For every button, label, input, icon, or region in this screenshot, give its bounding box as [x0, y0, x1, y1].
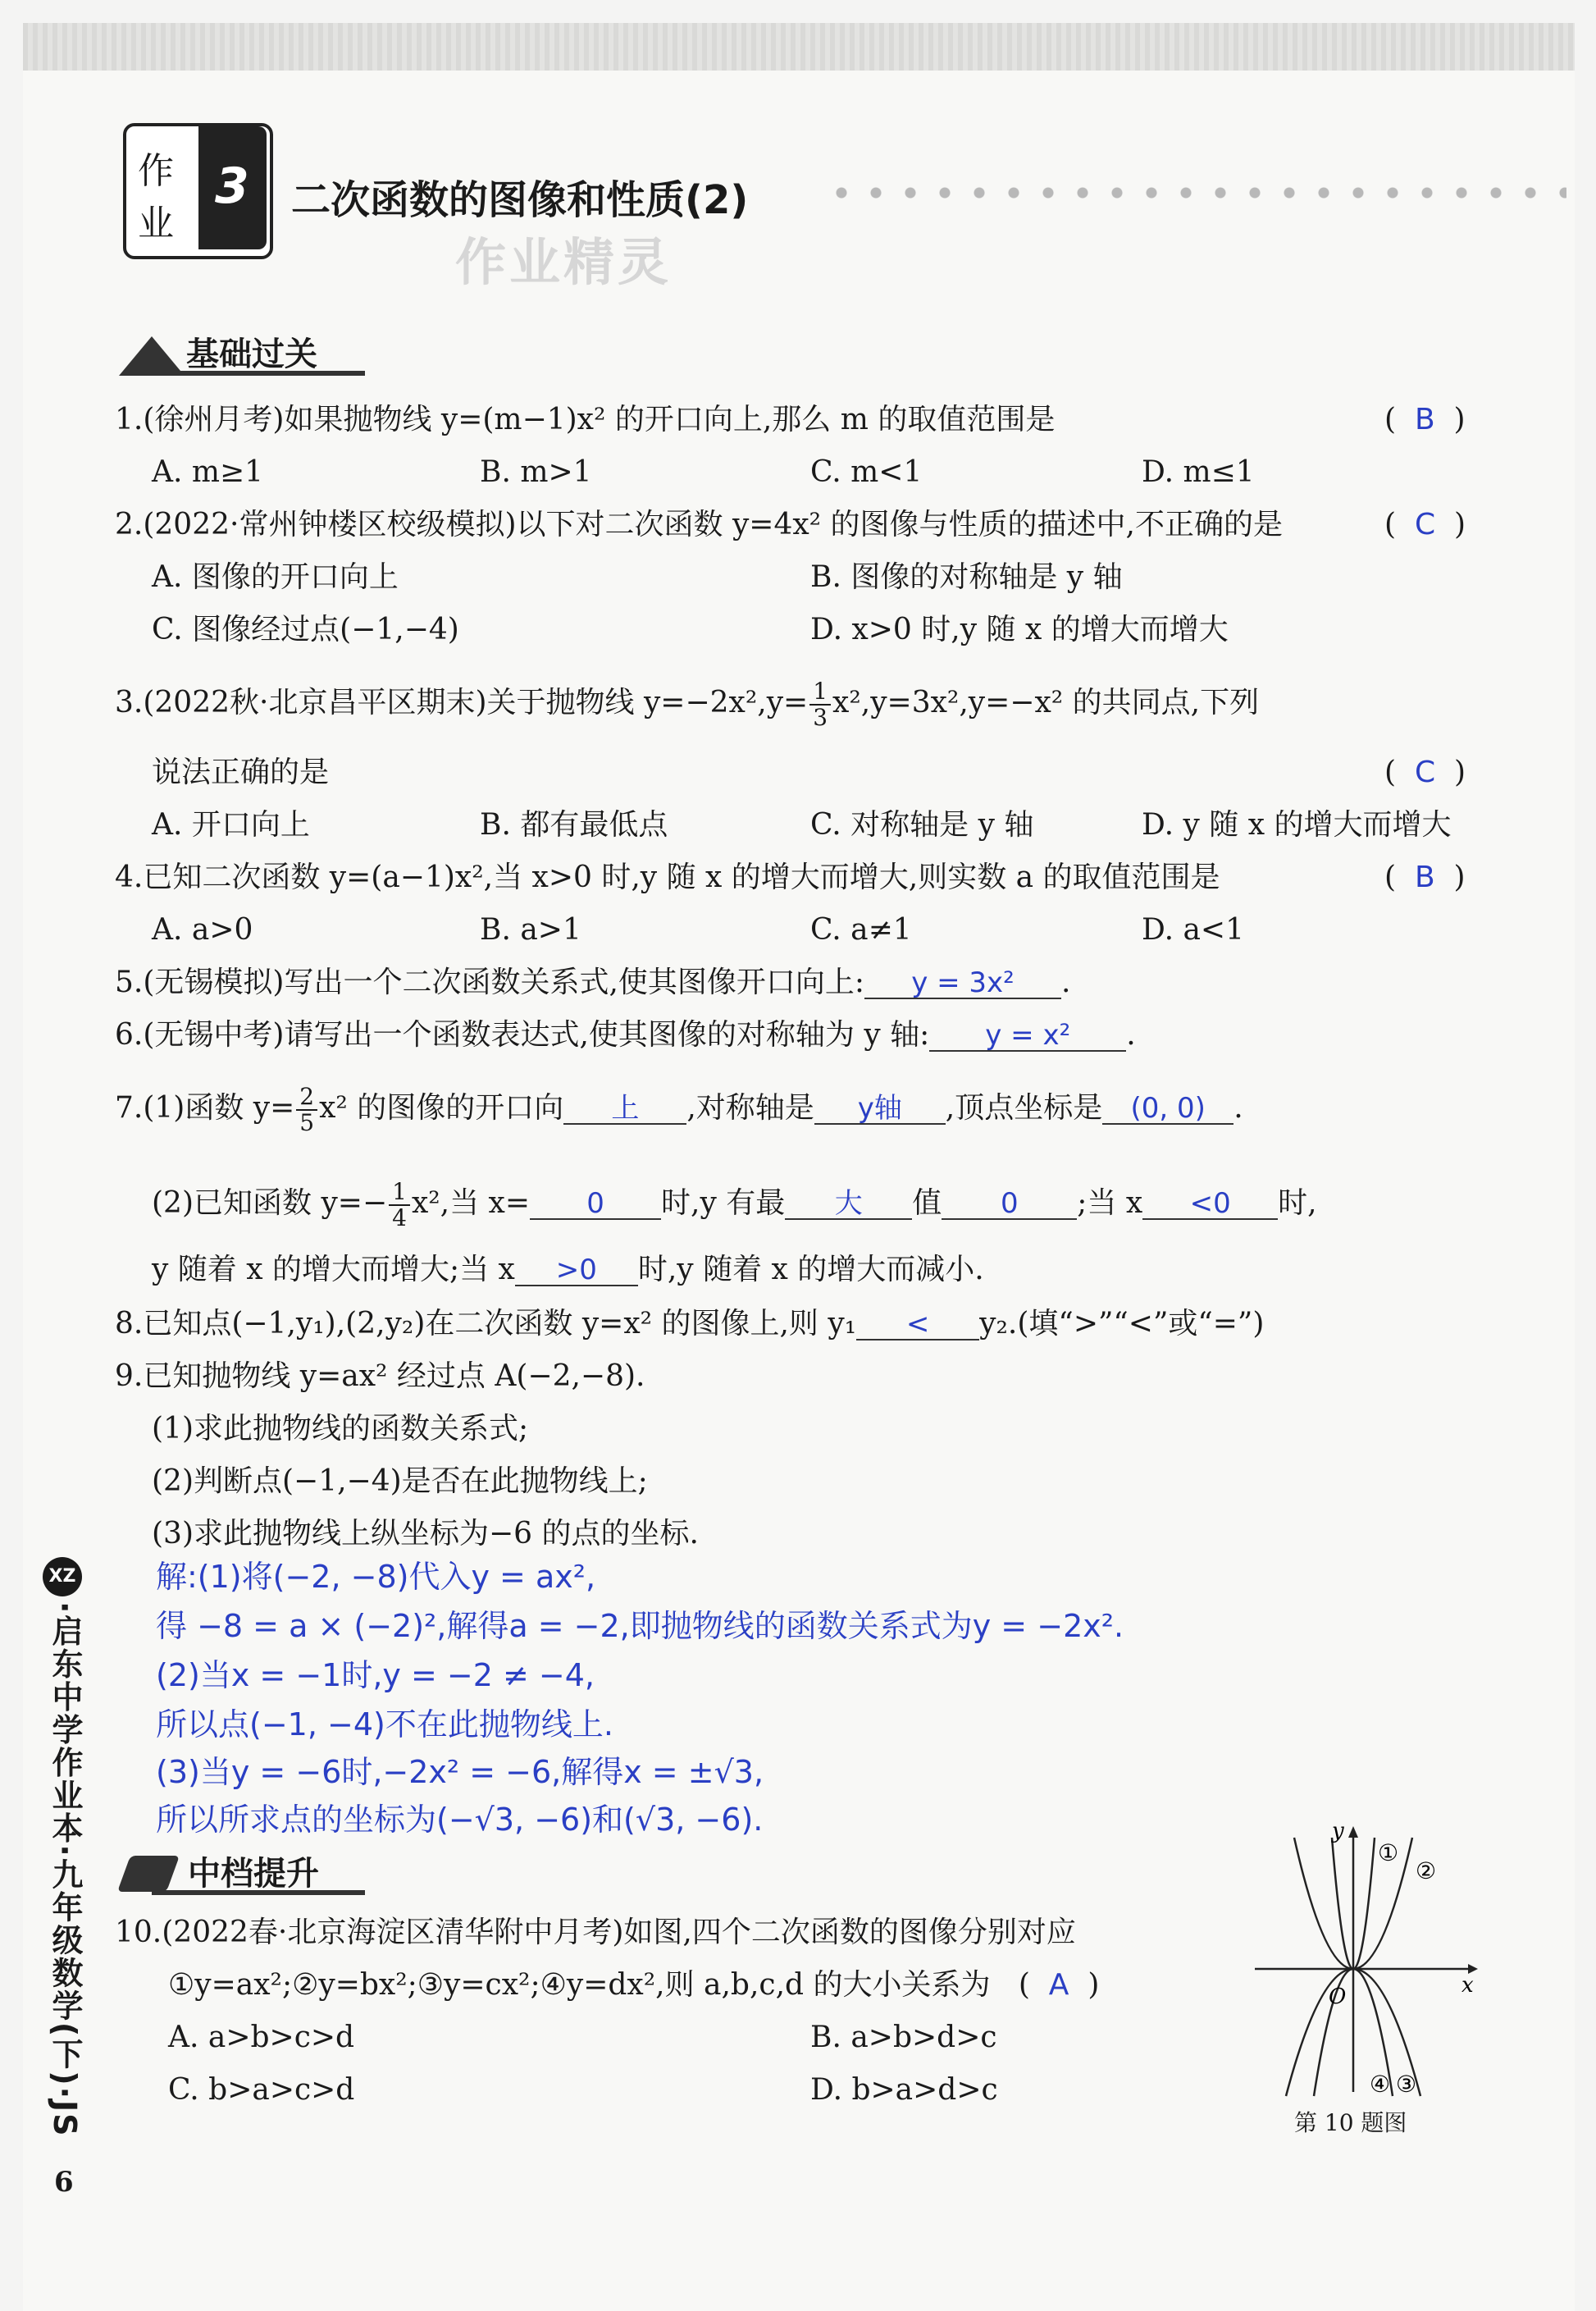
q7-p2-blank2: 大	[785, 1189, 912, 1220]
fig-y-arrow	[1348, 1826, 1358, 1838]
section-title-basic: 基础过关	[186, 336, 317, 373]
q7-p1-b: x² 的图像的开口向	[319, 1091, 564, 1125]
q3-answer: C	[1414, 756, 1436, 789]
q10-stem-line2: ①y=ax²;②y=bx²;③y=cx²;④y=dx²,则 a,b,c,d 的大小关系为 ( A )	[168, 1968, 1100, 2002]
watermark: 作业精灵	[455, 232, 673, 292]
q8-stem: 8.已知点(−1,y₁),(2,y₂)在二次函数 y=x² 的图像上,则 y₁	[115, 1307, 857, 1340]
q7-p2-blank3: 0	[942, 1189, 1077, 1220]
q7-p3-a: y 随着 x 的增大而增大;当 x	[152, 1253, 515, 1286]
q7-p1-d: ,顶点坐标是	[945, 1091, 1103, 1125]
q7-p3-blank: >0	[515, 1255, 638, 1286]
q7-p2-c: 时,y 有最	[661, 1186, 786, 1220]
q7-part3	[152, 1252, 984, 1288]
q8-blank: <	[856, 1309, 979, 1340]
q7-p2-blank1: 0	[530, 1189, 661, 1220]
q2-answer: C	[1414, 508, 1436, 541]
q4-option-a: A. a>0	[152, 913, 253, 947]
q3-option-d: D. y 随 x 的增大而增大	[1142, 808, 1452, 842]
title-dot-line	[824, 187, 1566, 199]
q2-option-c: C. 图像经过点(−1,−4)	[152, 613, 459, 646]
q7-p2-b: x²,当 x=	[411, 1186, 531, 1220]
q3-frac-num: 1	[809, 679, 831, 706]
q3-stem-b: x²,y=3x²,y=−x² 的共同点,下列	[832, 686, 1260, 719]
q2-answer-bracket: ( C )	[1384, 508, 1466, 541]
q7-p1-c: ,对称轴是	[686, 1091, 814, 1125]
q2-option-d: D. x>0 时,y 随 x 的增大而增大	[810, 613, 1229, 646]
q10-answer: A	[1048, 1968, 1069, 2002]
q2-option-b: B. 图像的对称轴是 y 轴	[810, 560, 1123, 594]
q10-figure	[1247, 1813, 1484, 2108]
q1-answer: B	[1414, 403, 1435, 436]
q4-option-b: B. a>1	[480, 913, 581, 947]
q1-answer-bracket: ( B )	[1384, 403, 1466, 436]
q7-p2-f: 时,	[1278, 1186, 1317, 1220]
q8-line	[115, 1306, 1264, 1342]
fig-label-c1: ①	[1378, 1839, 1399, 1866]
q5-end: .	[1061, 966, 1071, 999]
q7-p1-e: .	[1233, 1091, 1243, 1125]
sidebar-badge: XZ	[43, 1557, 82, 1596]
q3-answer-bracket: ( C )	[1384, 756, 1466, 789]
q10-stem-b: ①y=ax²;②y=bx²;③y=cx²;④y=dx²,则 a,b,c,d 的大小关系为	[168, 1968, 991, 2002]
q10-option-c: C. b>a>c>d	[168, 2073, 355, 2107]
q7-p2-e: ;当 x	[1077, 1186, 1143, 1220]
badge-char-top: 作	[138, 150, 174, 192]
badge-char-bottom: 业	[138, 203, 174, 244]
q6-blank: y = x²	[929, 1021, 1126, 1052]
q7-p1-blank1: 上	[563, 1094, 686, 1125]
q7-p2-fraction	[389, 1180, 410, 1231]
q9-solution-4: 所以点(−1, −4)不在此抛物线上.	[156, 1706, 613, 1742]
q7-p3-b: 时,y 随着 x 的增大而减小.	[637, 1253, 984, 1286]
fig-label-c3: ③	[1396, 2071, 1417, 2098]
q7-p1-frac-num: 2	[296, 1085, 317, 1111]
q6-end: .	[1126, 1018, 1136, 1052]
q1-option-b: B. m>1	[480, 455, 592, 489]
q7-p2-frac-den: 4	[392, 1204, 407, 1231]
fig-label-c2: ②	[1416, 1857, 1437, 1884]
section-header-basic	[119, 328, 365, 377]
q9-solution-3: (2)当x = −1时,y = −2 ≠ −4,	[156, 1657, 595, 1693]
q10-option-b: B. a>b>d>c	[810, 2021, 997, 2054]
q7-p2-blank4: <0	[1142, 1189, 1278, 1220]
q9-sub2: (2)判断点(−1,−4)是否在此抛物线上;	[152, 1464, 648, 1498]
q3-stem-c: 说法正确的是	[152, 756, 330, 789]
badge-number: 3	[215, 158, 249, 215]
q7-p1-blank2: y轴	[814, 1094, 946, 1125]
sidebar-book-title: ·启东中学作业本·九年级数学(下)·JS	[47, 1601, 83, 2138]
q9-solution-2: 得 −8 = a × (−2)²,解得a = −2,即抛物线的函数关系式为y = −2x².	[156, 1608, 1124, 1644]
q7-p1-blank3: (0, 0)	[1102, 1094, 1233, 1125]
q3-stem-line1	[115, 679, 1259, 730]
q9-solution-6: 所以所求点的坐标为(−√3, −6)和(√3, −6).	[156, 1802, 764, 1838]
fig-label-c4: ④	[1370, 2071, 1391, 2098]
q2-option-a: A. 图像的开口向上	[152, 560, 399, 594]
q7-p2-d: 值	[912, 1186, 942, 1220]
q10-option-a: A. a>b>c>d	[168, 2021, 355, 2054]
q6-stem: 6.(无锡中考)请写出一个函数表达式,使其图像的对称轴为 y 轴:	[115, 1018, 930, 1052]
q4-option-d: D. a<1	[1142, 913, 1244, 947]
section-header-mid	[119, 1844, 365, 1897]
q9-sub3: (3)求此抛物线上纵坐标为−6 的点的坐标.	[152, 1517, 699, 1551]
q9-solution-5: (3)当y = −6时,−2x² = −6,解得x = ±√3,	[156, 1754, 764, 1790]
q7-p1-frac-den: 5	[299, 1109, 315, 1136]
q7-p2-a: (2)已知函数 y=−	[152, 1186, 388, 1220]
q3-fraction	[809, 679, 831, 730]
page-title: 二次函数的图像和性质(2)	[291, 177, 749, 223]
q9-sub1: (1)求此抛物线的函数关系式;	[152, 1412, 529, 1446]
q6-line	[115, 1017, 1136, 1053]
q9-stem: 9.已知抛物线 y=ax² 经过点 A(−2,−8).	[115, 1359, 645, 1393]
q4-option-c: C. a≠1	[810, 913, 912, 947]
q4-answer: B	[1414, 861, 1435, 894]
q3-frac-den: 3	[813, 704, 828, 731]
q8-end: y₂.(填“>”“<”或“=”)	[979, 1307, 1265, 1340]
q1-option-c: C. m<1	[810, 455, 923, 489]
q4-answer-bracket: ( B )	[1384, 861, 1466, 894]
q3-option-b: B. 都有最低点	[480, 808, 668, 842]
q1-stem: 1.(徐州月考)如果抛物线 y=(m−1)x² 的开口向上,那么 m 的取值范围是	[115, 403, 1056, 436]
q1-option-a: A. m≥1	[152, 455, 264, 489]
q7-part1	[115, 1085, 1243, 1135]
q7-part2	[152, 1180, 1317, 1231]
scan-top-band	[23, 23, 1575, 71]
q1-option-d: D. m≤1	[1142, 455, 1255, 489]
q5-line	[115, 965, 1070, 1001]
page-number: 6	[54, 2166, 74, 2199]
q5-blank: y = 3x²	[864, 968, 1061, 999]
q7-p1-a: 7.(1)函数 y=	[115, 1091, 295, 1125]
q3-option-c: C. 对称轴是 y 轴	[810, 808, 1034, 842]
q10-stem-a: 10.(2022春·北京海淀区清华附中月考)如图,四个二次函数的图像分别对应	[115, 1916, 1076, 1949]
q3-option-a: A. 开口向上	[152, 808, 310, 842]
fig-label-o: O	[1329, 1984, 1347, 2009]
q4-stem: 4.已知二次函数 y=(a−1)x²,当 x>0 时,y 随 x 的增大而增大,则实数 a 的取值范围是	[115, 861, 1220, 894]
q10-figure-caption: 第 10 题图	[1294, 2109, 1407, 2136]
q3-stem-a: 3.(2022秋·北京昌平区期末)关于抛物线 y=−2x²,y=	[115, 686, 809, 719]
fig-label-y: y	[1332, 1819, 1344, 1843]
section-title-mid: 中档提升	[188, 1855, 319, 1893]
q2-stem: 2.(2022·常州钟楼区校级模拟)以下对二次函数 y=4x² 的图像与性质的描述中,不正确的是	[115, 508, 1283, 541]
q5-stem: 5.(无锡模拟)写出一个二次函数关系式,使其图像开口向上:	[115, 966, 865, 999]
homework-badge	[123, 123, 271, 254]
q10-option-d: D. b>a>d>c	[810, 2073, 998, 2107]
q9-solution-1: 解:(1)将(−2, −8)代入y = ax²,	[156, 1559, 596, 1595]
q7-p1-fraction	[296, 1085, 317, 1135]
fig-label-x: x	[1461, 1973, 1474, 1998]
q7-p2-frac-num: 1	[389, 1180, 410, 1206]
